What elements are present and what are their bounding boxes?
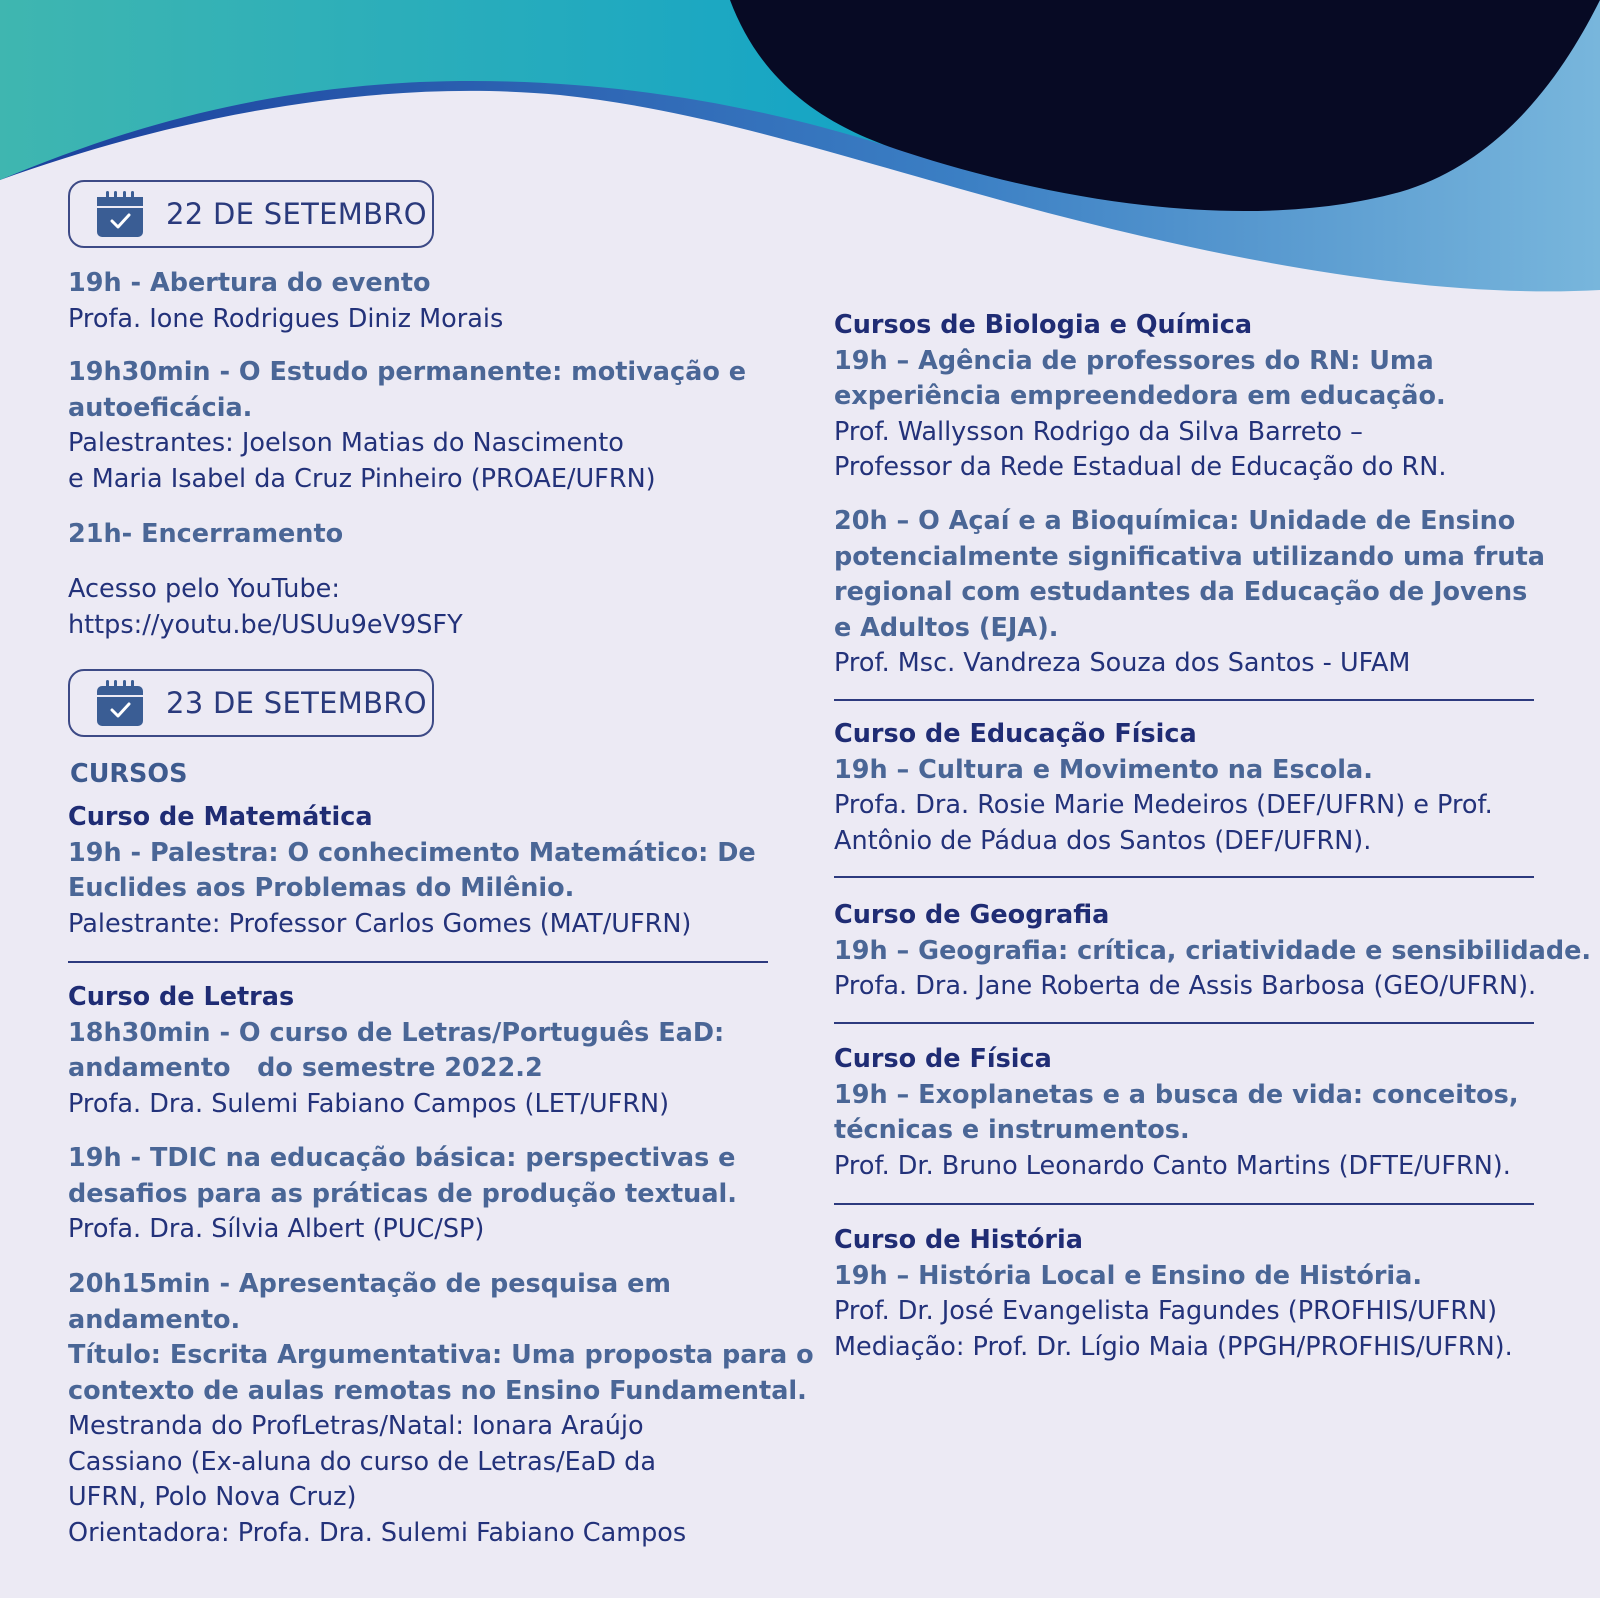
cursos-label: CURSOS (70, 759, 188, 789)
cursos-heading (70, 757, 187, 793)
abertura-speaker: Profa. Ione Rodrigues Diniz Morais (68, 303, 504, 334)
course-heading: Curso de História (834, 1225, 1083, 1255)
talk-speaker: Palestrante: Professor Carlos Gomes (MAT/UFRN) (68, 908, 692, 939)
calendar-icon (94, 677, 146, 729)
talk-title-line: 20h15min - Apresentação de pesquisa em (68, 1269, 671, 1299)
talk-speaker: Prof. Dr. Bruno Leonardo Canto Martins (DFTE/UFRN). (834, 1150, 1511, 1181)
talk-title-line: 19h - Palestra: O conhecimento Matemático: De (68, 837, 756, 868)
talk-speaker-line: Prof. Dr. José Evangelista Fagundes (PROFHIS/UFRN) (834, 1296, 1498, 1326)
talk-title-line: Euclides aos Problemas do Milênio. (68, 873, 575, 903)
curso-historia (834, 1223, 1513, 1365)
talk-title-line: Título: Escrita Argumentativa: Uma proposta para o (68, 1340, 814, 1370)
divider (834, 1022, 1534, 1024)
letras-talk-tdic (68, 1141, 737, 1248)
talk-speaker-line: Antônio de Pádua dos Santos (DEF/UFRN). (834, 825, 1372, 856)
talk-title-line: experiência empreendedora em educação. (834, 381, 1446, 411)
talk-title-line: andamento. (68, 1304, 241, 1335)
talk-title: 19h – Cultura e Movimento na Escola. (834, 754, 1373, 785)
divider (834, 876, 1534, 878)
talk-title-line: técnicas e instrumentos. (834, 1115, 1190, 1145)
abertura-block (68, 266, 503, 337)
date-label: 23 DE SETEMBRO (166, 686, 427, 720)
palestra-block (68, 355, 746, 497)
encerramento-title: 21h- Encerramento (68, 519, 344, 549)
curso-biologia-quimica (834, 308, 1446, 486)
date-badge-22-setembro (68, 180, 434, 248)
talk-speaker-line: UFRN, Polo Nova Cruz) (68, 1482, 357, 1512)
curso-geografia (834, 898, 1591, 1005)
encerramento-block (68, 517, 343, 553)
talk-speaker: Profa. Dra. Sílvia Albert (PUC/SP) (68, 1214, 485, 1244)
letras-talk-pesquisa (68, 1267, 814, 1551)
talk-title-line: andamento do semestre 2022.2 (68, 1053, 543, 1083)
course-heading: Curso de Geografia (834, 900, 1110, 930)
palestra-speaker-line: Palestrantes: Joelson Matias do Nascimento (68, 428, 624, 458)
acesso-label: Acesso pelo YouTube: (68, 574, 340, 604)
talk-title: 19h – Geografia: crítica, criatividade e sensibilidade. (834, 935, 1592, 966)
course-heading: Curso de Educação Física (834, 719, 1197, 749)
biologia-talk-acai (834, 504, 1545, 682)
course-heading: Curso de Física (834, 1044, 1052, 1074)
calendar-icon (94, 188, 146, 240)
talk-title-line: 19h – Agência de professores do RN: Uma (834, 345, 1434, 376)
course-heading: Cursos de Biologia e Química (834, 310, 1253, 340)
youtube-link[interactable]: https://youtu.be/USUu9eV9SFY (68, 609, 463, 640)
talk-title-line: 18h30min - O curso de Letras/Português EaD: (68, 1017, 725, 1048)
curso-letras (68, 980, 724, 1122)
abertura-title: 19h - Abertura do evento (68, 268, 431, 298)
talk-title-line: 19h - TDIC na educação básica: perspectivas e (68, 1143, 736, 1173)
talk-speaker-line: Orientadora: Profa. Dra. Sulemi Fabiano Campos (68, 1517, 687, 1548)
talk-speaker-line: Professor da Rede Estadual de Educação do RN. (834, 452, 1447, 482)
date-label: 22 DE SETEMBRO (166, 197, 427, 231)
curso-matematica (68, 800, 756, 942)
talk-title: 19h – História Local e Ensino de História. (834, 1260, 1423, 1291)
talk-title-line: e Adultos (EJA). (834, 612, 1059, 643)
talk-speaker-line: Mestranda do ProfLetras/Natal: Ionara Araújo (68, 1411, 644, 1441)
talk-title-line: contexto de aulas remotas no Ensino Fundamental. (68, 1375, 807, 1406)
course-heading: Curso de Letras (68, 982, 295, 1012)
talk-speaker: Profa. Dra. Sulemi Fabiano Campos (LET/UFRN) (68, 1088, 670, 1119)
talk-speaker-line: Mediação: Prof. Dr. Lígio Maia (PPGH/PROFHIS/UFRN). (834, 1331, 1513, 1362)
curso-educacao-fisica (834, 717, 1493, 859)
talk-speaker-line: Prof. Wallysson Rodrigo da Silva Barreto – (834, 416, 1363, 447)
talk-title-line: desafios para as práticas de produção textual. (68, 1178, 737, 1209)
talk-title-line: 19h – Exoplanetas e a busca de vida: conceitos, (834, 1079, 1519, 1110)
palestra-title-line: autoeficácia. (68, 392, 253, 423)
divider (68, 961, 768, 963)
date-badge-23-setembro (68, 669, 434, 737)
talk-title-line: regional com estudantes da Educação de Jovens (834, 577, 1528, 607)
palestra-title-line: 19h30min - O Estudo permanente: motivação e (68, 357, 747, 387)
curso-fisica (834, 1042, 1519, 1184)
divider (834, 699, 1534, 701)
talk-title-line: potencialmente significativa utilizando uma fruta (834, 541, 1545, 572)
talk-title-line: 20h – O Açaí e a Bioquímica: Unidade de Ensino (834, 506, 1516, 536)
acesso-block (68, 572, 463, 643)
divider (834, 1203, 1534, 1205)
talk-speaker-line: Profa. Dra. Rosie Marie Medeiros (DEF/UFRN) e Prof. (834, 790, 1493, 820)
course-heading: Curso de Matemática (68, 802, 373, 832)
talk-speaker-line: Cassiano (Ex-aluna do curso de Letras/EaD da (68, 1446, 656, 1477)
talk-speaker: Profa. Dra. Jane Roberta de Assis Barbosa (GEO/UFRN). (834, 971, 1537, 1001)
talk-speaker: Prof. Msc. Vandreza Souza dos Santos - UFAM (834, 648, 1411, 678)
palestra-speaker-line: e Maria Isabel da Cruz Pinheiro (PROAE/UFRN) (68, 463, 656, 494)
